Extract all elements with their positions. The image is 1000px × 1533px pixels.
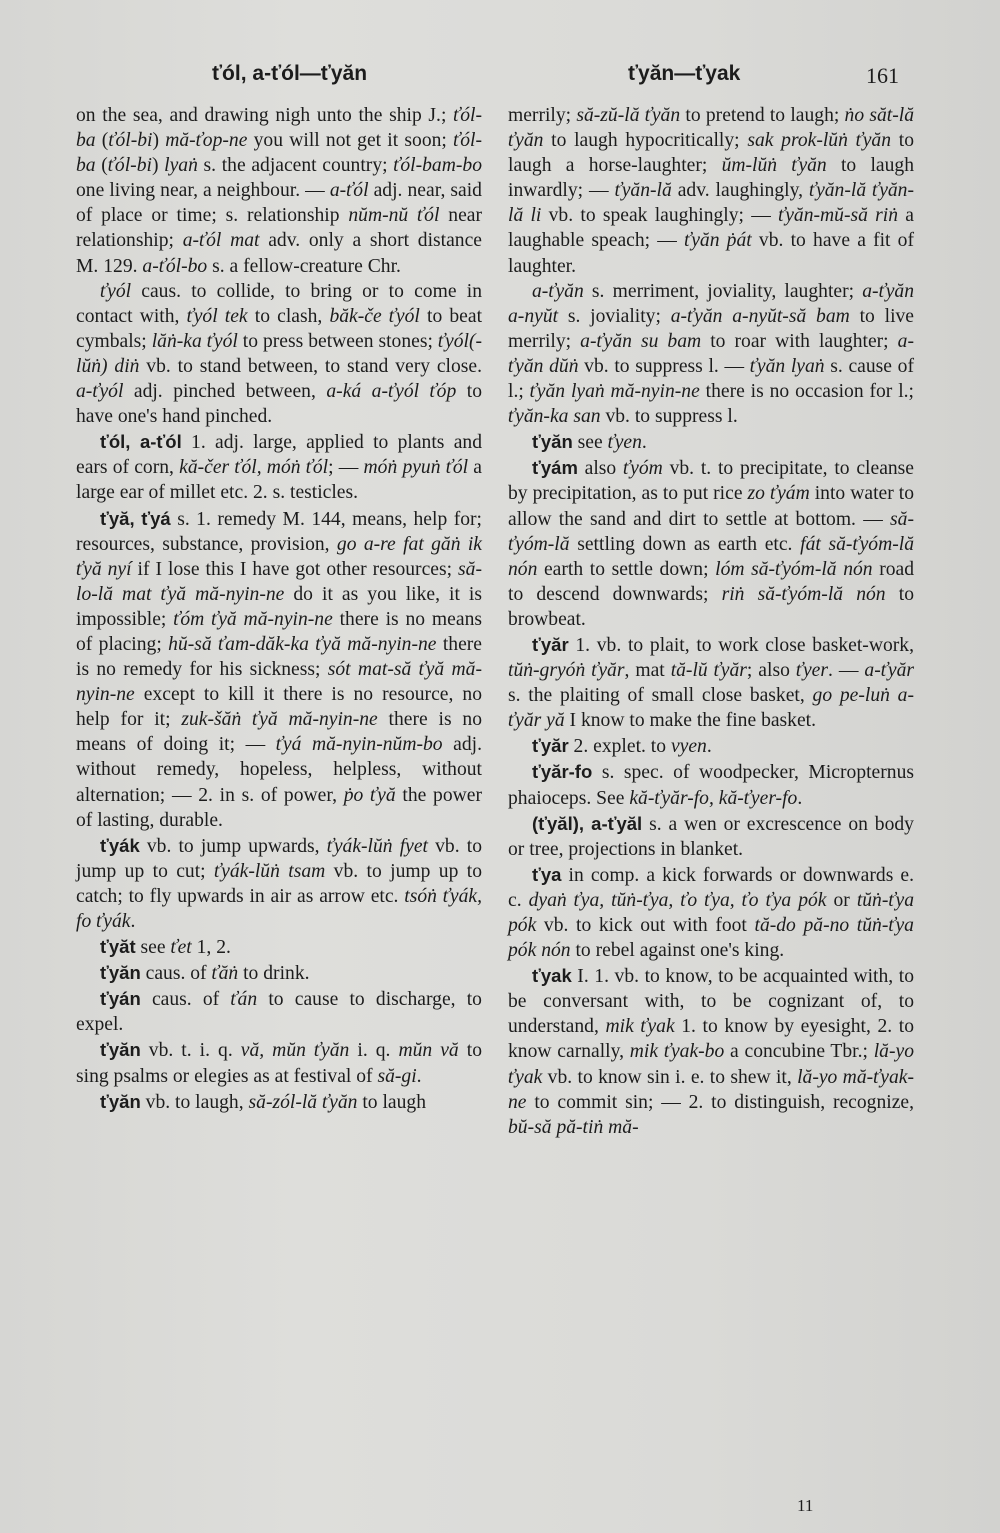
headword: ťyak (532, 965, 572, 987)
lepcha-term: ťyăn lyaṅ (749, 355, 825, 377)
page-number: 161 (866, 63, 899, 88)
lepcha-term: ťól-bi (108, 130, 153, 152)
lepcha-term: bŭ-să pă-tiṅ mă- (508, 1116, 639, 1138)
headword: ťyăt (100, 936, 136, 958)
lepcha-term: ťyól tek (186, 305, 248, 327)
lepcha-term: ťyák-lŭṅ fyet (326, 835, 428, 857)
lepcha-term: sak prok-lŭṅ ťyăn (747, 130, 892, 152)
headword: ťyăr-fo (532, 761, 593, 783)
headword: ťyám (532, 457, 578, 479)
left_column-entry: ťyăn vb. t. i. q. vă, mŭn ťyăn i. q. mŭn vă to sing psalms or elegies as at festival of să-gi. (76, 1039, 482, 1087)
lepcha-term: ṗo ťyă (343, 784, 396, 806)
lepcha-term: ťyăn-lă ťyăn-lă li (508, 180, 915, 227)
left_column-entry: ťyăn vb. to laugh, să-zól-lă ťyăn to laugh (100, 1090, 426, 1113)
lepcha-term: a-ťyăr (864, 660, 914, 682)
lepcha-term: să-ťyóm-lă (508, 508, 914, 555)
headword: ťya (532, 863, 562, 885)
lepcha-term: ťán (230, 989, 258, 1011)
lepcha-term: a-ťól-bo (142, 255, 208, 277)
headword: ťyăn (100, 1090, 141, 1112)
lepcha-term: ťól-ba (76, 130, 482, 177)
left_column-entry: on the sea, and drawing nigh unto the ship J.; ťól-ba (ťól-bi) mă-ťop-ne you will not get it soon; ťól-ba (ťól-bi) lyaṅ s. the adjacent country; ťól-bam-bo one living near, a neighbour. — a-ťól adj. near, said of place or time; s. relationship nŭm-nŭ ťól near relationship; a-ťól mat adv. only a short distance M. 129. a-ťól-bo s. a fellow-creature Chr. (76, 105, 482, 277)
headword: ťyán (100, 988, 141, 1010)
left-column (76, 103, 482, 1115)
headword: ťyák (100, 834, 140, 856)
right_column-entry: ťyăr 2. explet. to vyen. (532, 735, 712, 758)
left_column-entry: ťyă, ťyá s. 1. remedy M. 144, means, help for; resources, substance, provision, go a-re fat găṅ ik ťyă nyí if I lose this I have got other resources; să-lo-lă mat ťyă mă-nyin-ne do it as you like, it is impossible; ťóm ťyă mă-nyin-ne there is no means of placing; hŭ-să ťam-dăk-ka ťyă mă-nyin-ne there is no remedy for his sickness; sót mat-să ťyă mă-nyin-ne except to kill it there is no resource, no help for it; zuk-šăṅ ťyă mă-nyin-ne there is no means of doing it; — ťyá mă-nyin-nŭm-bo adj. without remedy, hopeless, helpless, without alternation; — 2. in s. of power, ṗo ťyă the power of lasting, durable. (76, 507, 483, 831)
lepcha-term: să-zól-lă ťyăn (248, 1091, 358, 1113)
headword: ťyă, ťyá (100, 507, 171, 529)
lepcha-term: a-ťól mat (182, 230, 260, 252)
lepcha-term: a-ťyól (76, 381, 124, 403)
lepcha-term: lă-yo ťyak (508, 1041, 914, 1088)
lepcha-term: a-ťyăn su bam (580, 330, 702, 352)
lepcha-term: a-ťyăn a-nyŭt-să bam (670, 305, 850, 327)
lepcha-term: zuk-šăṅ ťyă mă-nyin-ne (181, 709, 378, 731)
lepcha-term: tă-lŭ ťyăr (670, 660, 747, 682)
lepcha-term: go a-re fat găṅ ik ťyă nyí (76, 533, 482, 580)
lepcha-term: să-gi (377, 1065, 417, 1087)
lepcha-term: hŭ-să ťam-dăk-ka ťyă mă-nyin-ne (168, 633, 437, 655)
headword: (ťyăl), a-ťyăl (532, 812, 643, 834)
lepcha-term: tŭṅ-ťya pók (508, 889, 914, 936)
lepcha-term: kă-ťyăr-fo, kă-ťyer-fo (629, 787, 798, 809)
lepcha-term: go pe-luṅ a-ťyăr yă (508, 685, 914, 732)
lepcha-term: nŭm-nŭ ťól (348, 205, 440, 227)
lepcha-term: vă, mŭn ťyăn (240, 1040, 350, 1062)
lepcha-term: a-ťól (329, 180, 369, 202)
headword: ťól, a-ťól (100, 431, 182, 453)
lepcha-term: a-ťyăn (532, 280, 584, 302)
lepcha-term: ťet (170, 937, 192, 959)
headword: ťyăr (532, 735, 569, 757)
left_column-entry: ťyák vb. to jump upwards, ťyák-lŭṅ fyet vb. to jump up to cut; ťyák-lŭṅ tsam vb. to jump up to catch; to fly upwards in air as arrow etc. tsóṅ ťyák, fo ťyák. (76, 834, 483, 932)
lepcha-term: dyaṅ ťya, tŭṅ-ťya, ťo ťya, ťo ťya pók (528, 889, 827, 911)
right_column-entry: merrily; să-zŭ-lă ťyăn to pretend to laugh; ṅo săt-lă ťyăn to laugh hypocritically; sak prok-lŭṅ ťyăn to laugh a horse-laughter; ŭm-lŭṅ ťyăn to laugh inwardly; — ťyăn-lă adv. laughingly, ťyăn-lă ťyăn-lă li vb. to speak laughingly; — ťyăn-mŭ-să riṅ a laughable speach; — ťyăn ṗát vb. to have a fit of laughter. (508, 105, 915, 277)
lepcha-term: ťyól(-lŭṅ) diṅ (76, 330, 482, 377)
lepcha-term: ťól-bam-bo (393, 155, 482, 177)
lepcha-term: băk-če ťyól (329, 305, 420, 327)
lepcha-term: ťyák-lŭṅ tsam (214, 860, 326, 882)
right_column-entry: ťyăr-fo s. spec. of woodpecker, Micropternus phaioceps. See kă-ťyăr-fo, kă-ťyer-fo. (508, 761, 914, 809)
running-header (0, 62, 1000, 92)
lepcha-term: mik ťyak-bo (629, 1041, 725, 1063)
lepcha-term: ťól-bi (107, 155, 152, 177)
right_column-entry: ťyăr 1. vb. to plait, to work close basket-work, tŭṅ-gryóṅ ťyăr, mat tă-lŭ ťyăr; also ťyer. — a-ťyăr s. the plaiting of small close basket, go pe-luṅ a-ťyăr yă I know to make the fine basket. (508, 633, 914, 732)
headword: ťyăr (532, 633, 569, 655)
signature-mark: 11 (797, 1496, 814, 1515)
lepcha-term: ťóm ťyă mă-nyin-ne (173, 608, 333, 630)
lepcha-term: a-ťyăn a-nyŭt (508, 280, 914, 327)
lepcha-term: mă-ťop-ne (165, 130, 248, 152)
lepcha-term: fát să-ťyóm-lă nón (508, 533, 914, 580)
lepcha-term: să-zŭ-lă ťyăn (576, 105, 681, 126)
lepcha-term: lyaṅ (164, 155, 198, 177)
lepcha-term: să-lo-lă mat ťyă mă-nyin-ne (76, 558, 482, 605)
lepcha-term: ŭm-lŭṅ ťyăn (721, 155, 827, 177)
lepcha-term: ťyăn-mŭ-să riṅ (778, 205, 899, 227)
lepcha-term: mŭn vă (398, 1040, 459, 1062)
right_column-entry: ťya in comp. a kick forwards or downwards e. c. dyaṅ ťya, tŭṅ-ťya, ťo ťya, ťo ťya pók or tŭṅ-ťya pók vb. to kick out with foot tă-do pă-no tŭṅ-ťya pók nón to rebel against one's king. (508, 863, 914, 962)
lepcha-term: lóm să-ťyóm-lă nón (715, 558, 873, 580)
lepcha-term: lăṅ-ka ťyól (151, 330, 238, 352)
lepcha-term: ťyá mă-nyin-nŭm-bo (275, 734, 443, 756)
lepcha-term: lă-yo mă-ťyak-ne (508, 1066, 914, 1113)
lepcha-term: tă-do pă-no tŭṅ-ťya pók nón (508, 915, 914, 962)
header-left-catchwords: ťól, a-ťól—ťyăn (212, 62, 368, 85)
header-right-catchwords: ťyăn—ťyak (628, 62, 741, 85)
lepcha-term: ťyól (100, 280, 132, 302)
right_column-entry: ťyám also ťyóm vb. t. to precipitate, to cleanse by precipitation, as to put rice zo ťyám into water to allow the sand and dirt to settle at bottom. — să-ťyóm-lă settling down as earth etc. fát să-ťyóm-lă nón earth to settle down; lóm să-ťyóm-lă nón road to descend downwards; riṅ să-ťyóm-lă nón to browbeat. (508, 457, 915, 630)
lepcha-term: móṅ pyuṅ ťól (363, 457, 469, 479)
left_column-entry: ťyán caus. of ťán to cause to discharge, to expel. (76, 988, 482, 1036)
lepcha-term: ťól-ba (76, 105, 482, 152)
lepcha-term: ťyen (607, 432, 642, 454)
headword: ťyăn (100, 1039, 141, 1061)
left_column-entry: ťól, a-ťól 1. adj. large, applied to plants and ears of corn, kă-čer ťól, móṅ ťól; — móṅ pyuṅ ťól a large ear of millet etc. 2. s. testicles. (76, 431, 482, 504)
lepcha-term: mik ťyak (605, 1016, 675, 1038)
lepcha-term: ṅo săt-lă ťyăn (508, 105, 915, 152)
lepcha-term: ťyăn-lă (614, 180, 672, 202)
lepcha-term: vyen (670, 736, 707, 758)
headword: ťyăn (100, 962, 141, 984)
lepcha-term: kă-čer ťól, móṅ ťól (179, 457, 329, 479)
left_column-entry: ťyól caus. to collide, to bring or to come in contact with, ťyól tek to clash, băk-če ťyól to beat cymbals; lăṅ-ka ťyól to press between stones; ťyól(-lŭṅ) diṅ vb. to stand between, to stand very close. a-ťyól adj. pinched between, a-ká a-ťyól ťóp to have one's hand pinched. (76, 280, 483, 428)
lepcha-term: ťyóm (623, 458, 663, 480)
lepcha-term: ťyăn-ka san (508, 406, 601, 428)
lepcha-term: ťyăn lyaṅ mă-nyin-ne (529, 381, 700, 403)
lepcha-term: a-ťyăn dŭṅ (508, 330, 914, 377)
lepcha-term: ťyer (795, 660, 828, 682)
lepcha-term: tŭṅ-gryóṅ ťyăr (508, 660, 625, 682)
lepcha-term: ťyăn ṗát (684, 230, 752, 252)
lepcha-term: a-ká a-ťyól ťóp (326, 381, 457, 403)
right-column (508, 103, 914, 1140)
lepcha-term: riṅ să-ťyóm-lă nón (721, 583, 886, 605)
headword: ťyăn (532, 431, 573, 453)
lepcha-term: tsóṅ ťyák, fo ťyák (76, 885, 482, 932)
right_column-entry: a-ťyăn s. merriment, joviality, laughter; a-ťyăn a-nyŭt s. joviality; a-ťyăn a-nyŭt-să bam to live merrily; a-ťyăn su bam to roar with laughter; a-ťyăn dŭṅ vb. to suppress l. — ťyăn lyaṅ s. cause of l.; ťyăn lyaṅ mă-nyin-ne there is no occasion for l.; ťyăn-ka san vb. to suppress l. (508, 280, 915, 428)
right_column-entry: (ťyăl), a-ťyăl s. a wen or excrescence on body or tree, projections in blanket. (508, 812, 914, 860)
lepcha-term: ťăṅ (211, 963, 239, 985)
right_column-entry: ťyăn see ťyen. (532, 431, 647, 454)
left_column-entry: ťyăn caus. of ťăṅ to drink. (100, 962, 310, 985)
lepcha-term: sót mat-să ťyă mă-nyin-ne (76, 659, 482, 706)
lepcha-term: zo ťyám (747, 483, 810, 505)
right_column-entry: ťyak I. 1. vb. to know, to be acquainted with, to be conversant with, to be cognizant of, to understand, mik ťyak 1. to know by eyesight, 2. to know carnally, mik ťyak-bo a concubine Tbr.; lă-yo ťyak vb. to know sin i. e. to shew it, lă-yo mă-ťyak-ne to commit sin; — 2. to distinguish, recognize, bŭ-să pă-tiṅ mă- (508, 965, 914, 1138)
left_column-entry: ťyăt see ťet 1, 2. (100, 936, 231, 959)
